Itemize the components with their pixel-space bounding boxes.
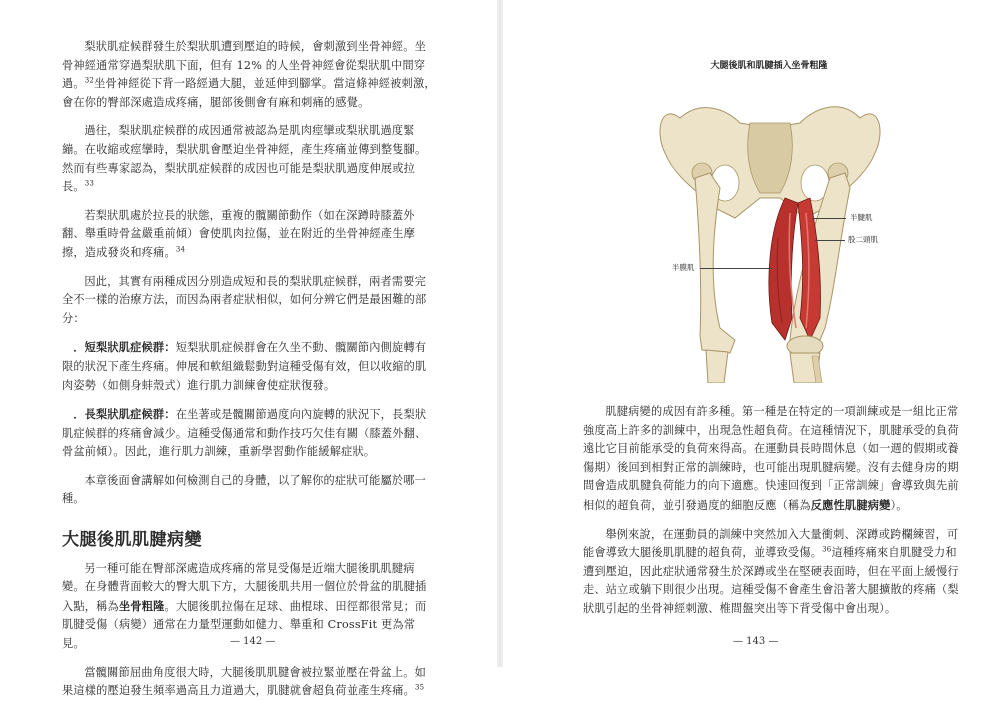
section-heading: 大腿後肌肌腱病變 bbox=[62, 530, 202, 551]
text-run: 若梨狀肌處於拉長的狀態，重複的髖關節動作（如在深蹲時膝蓋外翻、舉重時骨盆嚴重前傾）會使肌肉拉傷，並在附近的坐骨神經產生摩擦，造成發炎和疼痛。 bbox=[62, 208, 416, 259]
text-run: 。大腿後肌拉傷在足球、曲棍球、田徑都很常見；而肌腱受傷（病變）通常在力量型運動如健力、舉重和 CrossFit 更為常見。 bbox=[62, 599, 427, 651]
bold-term: 坐骨粗隆 bbox=[118, 598, 165, 613]
left-paragraph-group-1 bbox=[62, 38, 437, 509]
body-paragraph bbox=[62, 38, 437, 112]
label-semitendinosus: 半腱肌 bbox=[850, 213, 873, 222]
text-run: 坐骨神經從下背一路經過大腿，並延伸到腳掌。當這條神經被刺激，會在你的臀部深處造成疼痛，腿部後側會有麻和刺痛的感覺。 bbox=[62, 77, 436, 109]
text-run: 舉例來說，在運動員的訓練中突然加入大量衝刺、深蹲或跨欄練習，可能會導致大腿後肌肌腱的超負荷，並導致受傷。 bbox=[583, 527, 959, 560]
page-number-left: — 142 — bbox=[230, 636, 276, 647]
text-run: 在坐著或是髖關節過度向內旋轉的狀況下，長梨狀肌症候群的疼痛會減少。這種受傷通常和動作技巧欠佳有關（膝蓋外翻、骨盆前傾）。因此，進行肌力訓練，重新學習動作能緩解症狀。 bbox=[62, 408, 427, 459]
footnote-marker: 34 bbox=[175, 245, 186, 254]
body-paragraph bbox=[583, 403, 961, 516]
body-paragraph bbox=[62, 472, 437, 509]
text-run: 當髖關節屈曲角度很大時，大腿後肌肌腱會被拉緊並壓在骨盆上。如果這樣的壓迫發生頻率過高且力道過大，肌腱就會超負荷並產生疼痛。 bbox=[62, 665, 427, 698]
bold-term: 反應性肌腱病變 bbox=[810, 497, 891, 512]
text-run: 肌腱病變的成因有許多種。第一種是在特定的一項訓練或是一組比正常強度高上許多的訓練中，出現急性超負荷。在這種情況下，肌腱承受的負荷遠比它目前能承受的負荷來得高。在運動員長時間休息（如一週的假期或養傷期）後回到相對正常的訓練時，也可能出現肌腱病變。沒有去健身房的期間會造成肌腱負荷能力的向下適應。快速回復到「正常訓練」會導致與先前相似的超負荷，並引發過度的細胞反應（稱為 bbox=[583, 405, 959, 512]
label-semimembranosus: 半膜肌 bbox=[672, 263, 695, 272]
page-number-right: — 143 — bbox=[733, 636, 779, 647]
text-run: ）。 bbox=[890, 498, 908, 512]
left-text-column bbox=[62, 38, 437, 711]
bullet-paragraph bbox=[62, 405, 437, 462]
footnote-marker: 35 bbox=[415, 683, 425, 692]
label-leader-semitendinosus bbox=[812, 218, 846, 219]
body-paragraph bbox=[62, 273, 437, 329]
left-paragraph-group-2 bbox=[62, 560, 437, 701]
left-page bbox=[0, 0, 500, 698]
body-paragraph bbox=[62, 664, 437, 701]
hamstring-anatomy-illustration bbox=[640, 78, 900, 383]
footnote-marker: 36 bbox=[822, 545, 832, 554]
text-run: 本章後面會講解如何檢測自己的身體，以了解你的症狀可能屬於哪一種。 bbox=[62, 473, 427, 506]
right-paragraph-group bbox=[583, 403, 961, 619]
footnote-marker: 33 bbox=[84, 179, 95, 188]
body-paragraph bbox=[583, 526, 961, 619]
footnote-marker: 32 bbox=[84, 76, 95, 85]
bold-term: ．短梨狀肌症候群： bbox=[73, 340, 176, 355]
label-biceps-femoris: 股二頭肌 bbox=[848, 235, 878, 244]
text-run: 另一種可能在臀部深處造成疼痛的常見受傷是近端大腿後肌肌腱病變。在身體背面較大的臀大肌下方，大腿後肌共用一個位於骨盆的肌腱插入點，稱為 bbox=[62, 561, 427, 613]
figure-title: 大腿後肌和肌腱插入坐骨粗隆 bbox=[710, 61, 828, 71]
body-paragraph bbox=[62, 122, 437, 196]
left-tibia bbox=[706, 350, 728, 383]
label-leader-biceps-femoris bbox=[815, 240, 845, 241]
bold-term: ．長梨狀肌症候群： bbox=[73, 407, 176, 422]
text-run: 過往，梨狀肌症候群的成因通常被認為是肌肉痙攣或梨狀肌過度緊繃。在收縮或痙攣時，梨狀肌會壓迫坐骨神經，產生疼痛並傳到整隻腳。然而有些專家認為，梨狀肌症候群的成因也可能是梨狀肌過度伸展或拉長。 bbox=[62, 124, 427, 194]
text-run: 這種疼痛來自肌腱受力和遭到壓迫，因此症狀通常發生於深蹲或坐在堅硬表面時，但在平面上緩慢行走、站立或躺下則很少出現。這種受傷不會產生會沿著大腿擴散的疼痛（梨狀肌引起的坐骨神經刺激、椎間盤突出等下背受傷中會出現）。 bbox=[583, 546, 959, 615]
text-run: 梨狀肌症候群發生於梨狀肌遭到壓迫的時候，會刺激到坐骨神經。坐骨神經通常穿過梨狀肌下面，但有 12% 的人坐骨神經會從梨狀肌中間穿過。 bbox=[62, 40, 427, 91]
text-run: 短梨狀肌症候群會在久坐不動、髖關節內側旋轉有限的狀況下產生疼痛。伸展和軟組織鬆動對這種受傷有效，但以收縮的肌肉姿勢（如側身蚌殼式）進行肌力訓練會使症狀復發。 bbox=[62, 341, 427, 392]
right-text-column bbox=[583, 403, 961, 629]
bullet-paragraph bbox=[62, 338, 437, 395]
body-paragraph bbox=[62, 207, 437, 263]
hamstring-muscles bbox=[769, 198, 821, 340]
text-run: 因此，其實有兩種成因分別造成短和長的梨狀肌症候群，兩者需要完全不一樣的治療方法，而因為兩者症狀相似，如何分辨它們是最困難的部分： bbox=[62, 274, 427, 325]
label-leader-semimembranosus bbox=[700, 268, 772, 269]
